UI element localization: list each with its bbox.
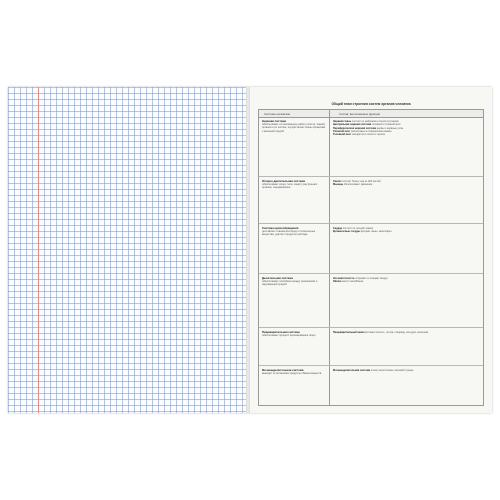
- notebook-spread: [8, 87, 492, 413]
- organ-entry: [333, 369, 481, 372]
- organ-term: Пищеварительный канал: [333, 331, 365, 334]
- organs-cell: [333, 180, 481, 187]
- organ-term: Нервная ткань: [333, 120, 352, 123]
- organ-text: артерии, вены, капилляры: [360, 230, 392, 234]
- organ-term: Головной мозг: [333, 133, 352, 137]
- organ-text: головной и спинной мозг: [371, 123, 401, 127]
- system-name: Нервная система: [262, 119, 286, 123]
- organ-text: состоит из четырёх камер: [342, 227, 374, 230]
- system-description: обеспечивает процесс переваривания пищи: [262, 334, 316, 338]
- organ-term: Носовая полость: [333, 277, 355, 280]
- margin-line: [38, 87, 39, 413]
- organ-term: Лёгкие: [333, 280, 342, 284]
- organ-term: Спинной мозг: [333, 129, 351, 133]
- organs-cell: [333, 227, 481, 234]
- organ-term: Кровеносные сосуды: [333, 230, 360, 234]
- grid-page: [8, 87, 246, 413]
- system-name: Система кровообращения: [262, 226, 299, 230]
- table-row: [259, 117, 483, 177]
- organ-text: почки, мочеточники, мочевой пузырь: [370, 369, 414, 372]
- organs-cell: [333, 369, 481, 372]
- organ-term: Сердце: [333, 227, 343, 230]
- system-cell: [262, 120, 326, 133]
- organ-entry: [333, 183, 481, 186]
- organ-term: Мышцы: [333, 183, 343, 187]
- table-row: [259, 366, 483, 407]
- organ-text: место газообмена: [342, 280, 364, 284]
- organ-text: состоит из нейронов и клеток-спутников: [351, 120, 399, 123]
- header-organs: Состав, выполняемые функции: [339, 111, 380, 116]
- system-cell: [262, 369, 326, 375]
- organ-text: находится в полости черепа: [351, 133, 385, 137]
- organ-term: Мочевыделительная система: [333, 369, 371, 372]
- system-description: обеспечивает согласованную работу клеток, тканей, органов и их систем, осуществляет связь организма с внешней средой: [262, 123, 326, 133]
- table-row: [259, 177, 483, 224]
- system-name: Опорно-двигательная система: [262, 179, 305, 183]
- organ-entry: [333, 230, 481, 233]
- organs-cell: [333, 277, 481, 284]
- organ-term: Центральная нервная система: [333, 123, 372, 127]
- organ-entry: [333, 331, 481, 334]
- table-row: [259, 328, 483, 366]
- organ-text: обеспечивают движение: [343, 183, 373, 187]
- organ-systems-table: [258, 109, 484, 406]
- organ-entry: [333, 133, 481, 136]
- system-cell: [262, 180, 326, 190]
- organs-cell: [333, 331, 481, 334]
- organ-text: состоит более чем из 200 костей: [342, 180, 381, 183]
- table-row: [259, 274, 483, 328]
- system-name: Мочевыделительная система: [262, 368, 304, 372]
- organ-text: расположен в позвоночном канале: [350, 129, 392, 133]
- organ-text: нервы и нервные узлы: [376, 126, 404, 130]
- system-cell: [262, 227, 326, 237]
- header-systems: Системы организма: [264, 111, 290, 116]
- organ-term: Скелет: [333, 180, 342, 183]
- organ-text: согревает и очищает воздух: [355, 277, 388, 280]
- organs-cell: [333, 120, 481, 136]
- system-description: доставляет тканям кислород и питательные вещества, удаляет продукты распада: [262, 230, 316, 237]
- system-name: Пищеварительная система: [262, 330, 300, 334]
- organ-term: Периферическая нервная система: [333, 126, 376, 130]
- table-row: [259, 224, 483, 274]
- table-title: Общий план строения систем органов человека: [331, 102, 411, 106]
- system-cell: [262, 331, 326, 337]
- system-description: обеспечивает газообмен между организмом и окружающей средой: [262, 280, 318, 287]
- organ-entry: [333, 280, 481, 283]
- organ-text: ротовая полость, глотка, пищевод, желудок, кишечник: [365, 331, 429, 334]
- reference-page: [250, 87, 492, 413]
- system-cell: [262, 277, 326, 287]
- system-name: Дыхательная система: [262, 276, 293, 280]
- system-description: выводит из организма продукты обмена веществ: [262, 372, 322, 376]
- system-description: обеспечивает опору тела, защиту внутренних органов, передвижение: [262, 183, 318, 190]
